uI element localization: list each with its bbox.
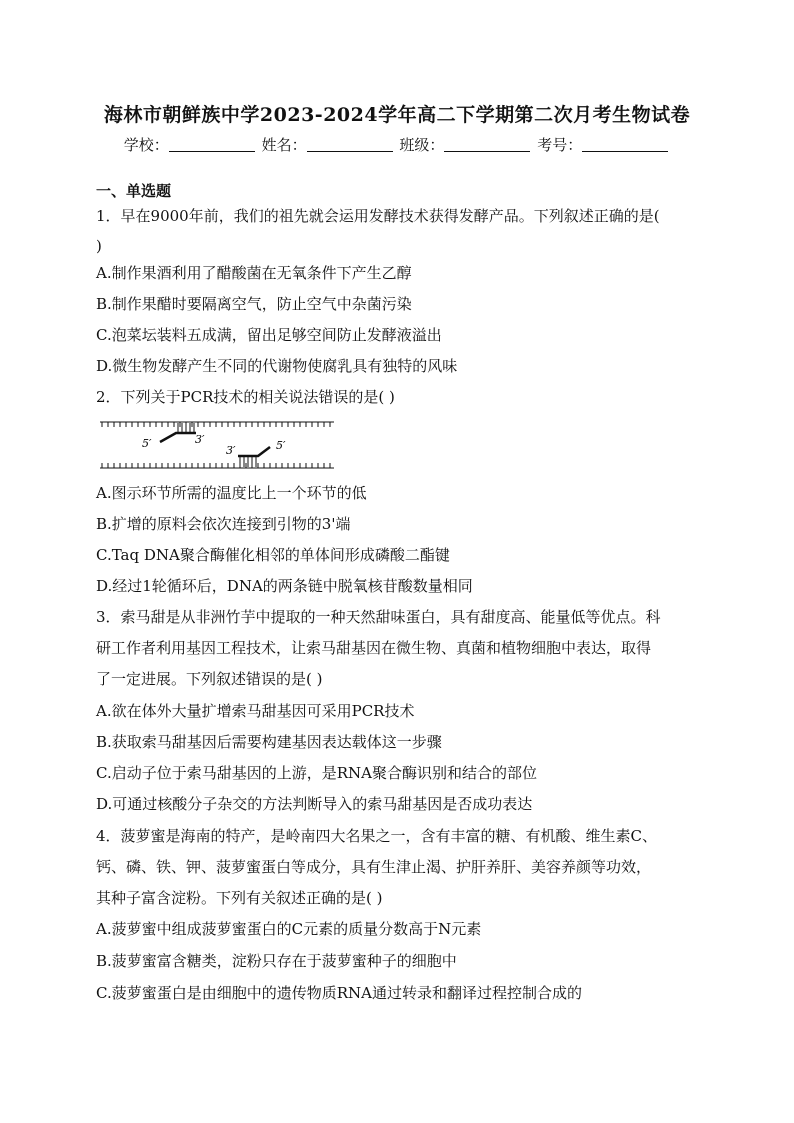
q3-option-c: C.启动子位于索马甜基因的上游，是RNA聚合酶识别和结合的部位 (96, 764, 537, 782)
primer-1-3-prime-label: 3′ (195, 433, 205, 446)
q2-option-c: C.Taq DNA聚合酶催化相邻的单体间形成磷酸二酯键 (96, 546, 450, 564)
class-blank (444, 137, 530, 152)
top-dna-strand (100, 422, 334, 427)
q1-option-a: A.制作果酒利用了醋酸菌在无氧条件下产生乙醇 (96, 264, 412, 282)
school-label: 学校： (123, 136, 169, 154)
q2-option-a: A.图示环节所需的温度比上一个环节的低 (96, 484, 367, 502)
name-blank (307, 137, 393, 152)
section-heading: 一、单选题 (96, 182, 172, 200)
q3-option-d: D.可通过核酸分子杂交的方法判断导入的索马甜基因是否成功表达 (96, 795, 533, 813)
number-label: 考号： (537, 136, 583, 154)
bottom-dna-strand (100, 463, 334, 468)
q4-stem-line1: 4．菠萝蜜是海南的特产，是岭南四大名果之一，含有丰富的糖、有机酸、维生素C、 (96, 827, 658, 845)
q1-stem-line1: 1．早在9000年前，我们的祖先就会运用发酵技术获得发酵产品。下列叙述正确的是( (96, 207, 660, 225)
exam-title: 海林市朝鲜族中学2023-2024学年高二下学期第二次月考生物试卷 (103, 104, 691, 126)
primer-2-3-prime-label: 3′ (226, 444, 236, 457)
school-blank (169, 137, 255, 152)
primer-2 (238, 447, 270, 467)
q4-option-c: C.菠萝蜜蛋白是由细胞中的遗传物质RNA通过转录和翻译过程控制合成的 (96, 984, 582, 1002)
q1-option-d: D.微生物发酵产生不同的代谢物使腐乳具有独特的风味 (96, 357, 458, 375)
q3-stem-line1: 3．索马甜是从非洲竹芋中提取的一种天然甜味蛋白，具有甜度高、能量低等优点。科 (96, 608, 661, 626)
class-label: 班级： (399, 136, 445, 154)
q3-option-a: A.欲在体外大量扩增索马甜基因可采用PCR技术 (96, 702, 415, 720)
q1-stem-line2: ) (96, 237, 102, 255)
q1-option-c: C.泡菜坛装料五成满，留出足够空间防止发酵液溢出 (96, 326, 442, 344)
q4-option-a: A.菠萝蜜中组成菠萝蜜蛋白的C元素的质量分数高于N元素 (96, 920, 482, 938)
q2-option-d: D.经过1轮循环后，DNA的两条链中脱氧核苷酸数量相同 (96, 577, 473, 595)
name-label: 姓名： (261, 136, 307, 154)
q3-stem-line3: 了一定进展。下列叙述错误的是( ) (96, 670, 323, 688)
q4-option-b: B.菠萝蜜富含糖类，淀粉只存在于菠萝蜜种子的细胞中 (96, 952, 457, 970)
number-blank (582, 137, 668, 152)
student-info-row (0, 134, 794, 155)
q2-option-b: B.扩增的原料会依次连接到引物的3'端 (96, 515, 351, 533)
primer-2-5-prime-label: 5′ (276, 439, 286, 452)
q4-stem-line2: 钙、磷、铁、钾、菠萝蜜蛋白等成分，具有生津止渴、护肝养肝、美容养颜等功效， (96, 858, 652, 876)
primer-1 (160, 423, 196, 442)
q1-option-b: B.制作果醋时要隔离空气，防止空气中杂菌污染 (96, 295, 412, 313)
q4-stem-line3: 其种子富含淀粉。下列有关叙述正确的是( ) (96, 889, 383, 907)
q3-option-b: B.获取索马甜基因后需要构建基因表达载体这一步骤 (96, 733, 442, 751)
primer-1-5-prime-label: 5′ (142, 437, 152, 450)
q3-stem-line2: 研工作者利用基因工程技术，让索马甜基因在微生物、真菌和植物细胞中表达，取得 (96, 639, 652, 657)
q2-stem: 2．下列关于PCR技术的相关说法错误的是( ) (96, 388, 395, 406)
pcr-annealing-figure (98, 418, 338, 472)
